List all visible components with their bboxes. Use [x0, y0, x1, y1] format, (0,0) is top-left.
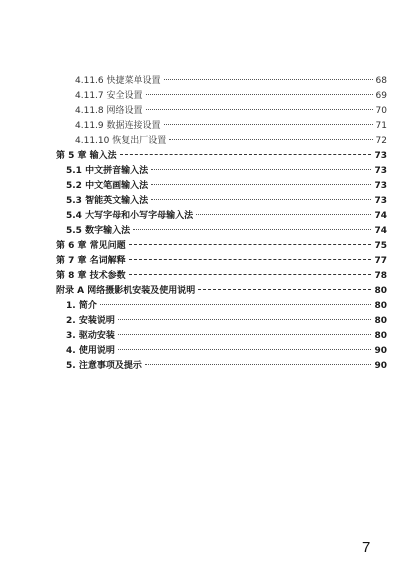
toc-entry-4-11-7[interactable]: [75, 83, 387, 101]
toc-chapter-5[interactable]: [56, 143, 387, 161]
toc-entry-appendix-1[interactable]: [66, 293, 387, 311]
dot-leader: [164, 68, 373, 83]
toc-entry-label: 5.4 大写字母和小写字母输入法: [66, 211, 194, 221]
toc-entry-label: 第 8 章 技术参数: [56, 271, 126, 281]
dash-leader: [129, 263, 372, 278]
toc-entry-label: 5.3 智能英文输入法: [66, 196, 149, 206]
dot-leader: [196, 203, 371, 218]
toc-appendix-a[interactable]: [56, 278, 387, 296]
toc-entry-page: 73: [374, 166, 387, 176]
toc-entry-page: 80: [374, 301, 387, 311]
toc-entry-page: 75: [374, 241, 387, 251]
toc-chapter-8[interactable]: [56, 263, 387, 281]
dot-leader: [118, 338, 372, 353]
dot-leader: [145, 353, 372, 368]
dot-leader: [169, 128, 372, 143]
toc-entry-label: 4.11.9 数据连接设置: [75, 121, 161, 131]
toc-entry-5-2[interactable]: [66, 173, 387, 191]
toc-entry-label: 第 7 章 名词解释: [56, 256, 126, 266]
toc-entry-appendix-4[interactable]: [66, 338, 387, 356]
toc-chapter-6[interactable]: [56, 233, 387, 251]
toc-entry-appendix-3[interactable]: [66, 323, 387, 341]
toc-entry-page: 77: [374, 256, 387, 266]
toc-entry-label: 2. 安装说明: [66, 316, 115, 326]
toc-entry-label: 4.11.8 网络设置: [75, 106, 143, 116]
toc-entry-label: 附录 A 网络摄影机安装及使用说明: [56, 286, 196, 296]
toc-entry-label: 5.5 数字输入法: [66, 226, 131, 236]
toc-entry-label: 3. 驱动安装: [66, 331, 115, 341]
dash-leader: [129, 233, 372, 248]
toc-chapter-7[interactable]: [56, 248, 387, 266]
toc-entry-label: 1. 简介: [66, 301, 97, 311]
toc-entry-5-3[interactable]: [66, 188, 387, 206]
toc-entry-label: 4.11.6 快捷菜单设置: [75, 76, 161, 86]
toc-entry-label: 第 5 章 输入法: [56, 151, 117, 161]
toc-entry-page: 73: [374, 196, 387, 206]
dot-leader: [151, 173, 371, 188]
toc-entry-label: 5.2 中文笔画输入法: [66, 181, 149, 191]
toc-entry-page: 78: [374, 271, 387, 281]
dot-leader: [100, 293, 372, 308]
toc-entry-label: 5. 注意事项及提示: [66, 361, 142, 371]
toc-entry-page: 74: [374, 226, 387, 236]
dot-leader: [118, 308, 372, 323]
toc-entry-appendix-2[interactable]: [66, 308, 387, 326]
toc-entry-label: 4. 使用说明: [66, 346, 115, 356]
toc-entry-4-11-10[interactable]: [75, 128, 387, 146]
dot-leader: [164, 113, 373, 128]
toc-entry-4-11-8[interactable]: [75, 98, 387, 116]
toc-entry-label: 4.11.7 安全设置: [75, 91, 143, 101]
toc-entry-page: 80: [374, 331, 387, 341]
toc-entry-page: 68: [375, 76, 387, 86]
dot-leader: [151, 188, 371, 203]
toc-entry-page: 73: [374, 181, 387, 191]
page-number: 7: [362, 539, 371, 556]
dot-leader: [146, 83, 373, 98]
toc-entry-page: 80: [374, 316, 387, 326]
toc-entry-page: 90: [374, 361, 387, 371]
dash-leader: [120, 143, 372, 158]
toc-entry-5-1[interactable]: [66, 158, 387, 176]
toc-entry-5-4[interactable]: [66, 203, 387, 221]
dash-leader: [198, 278, 371, 293]
toc-entry-5-5[interactable]: [66, 218, 387, 236]
toc-entry-page: 73: [374, 151, 387, 161]
toc-entry-page: 72: [375, 136, 387, 146]
toc-entry-page: 80: [374, 286, 387, 296]
dot-leader: [146, 98, 373, 113]
toc-entry-page: 74: [374, 211, 387, 221]
toc-entry-4-11-9[interactable]: [75, 113, 387, 131]
toc-entry-page: 90: [374, 346, 387, 356]
toc-entry-4-11-6[interactable]: [75, 68, 387, 86]
toc-entry-page: 69: [375, 91, 387, 101]
toc-entry-label: 5.1 中文拼音输入法: [66, 166, 149, 176]
dash-leader: [129, 248, 372, 263]
toc-entry-page: 70: [375, 106, 387, 116]
dot-leader: [118, 323, 372, 338]
toc-entry-page: 71: [375, 121, 387, 131]
dot-leader: [133, 218, 371, 233]
toc-entry-label: 4.11.10 恢复出厂设置: [75, 136, 167, 146]
toc-entry-label: 第 6 章 常见问题: [56, 241, 126, 251]
toc-entry-appendix-5[interactable]: [66, 353, 387, 371]
dot-leader: [151, 158, 371, 173]
